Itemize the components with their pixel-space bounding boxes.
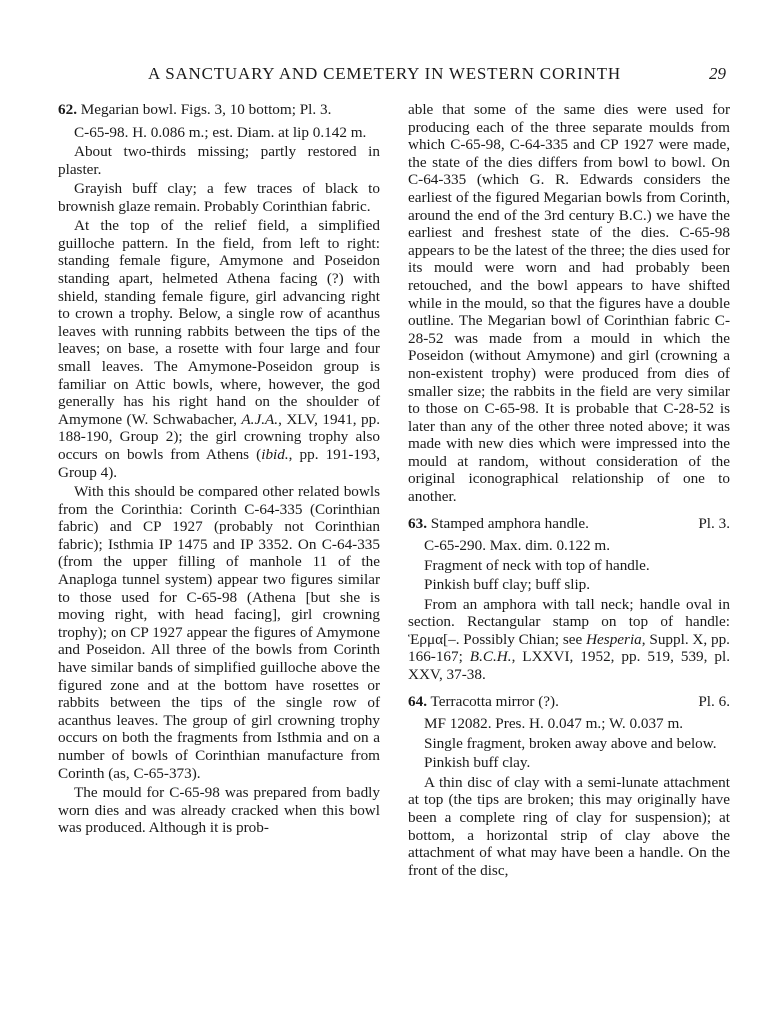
running-header [58,64,726,88]
entry-64-fabric: Pinkish buff clay. [424,754,531,772]
entry-64-heading [408,693,730,711]
entry-63-description: From an amphora with tall neck; handle oval in section. Rectangular stamp on top of handle: Ἑρμα[–. Possibly Chian; see Hesperia, Suppl. X, pp. 166-167; B.C.H., LXXVI, 1952, pp. 519, 539, pl. XXV, 37-38. [408,595,730,684]
entry-63-heading [408,515,730,533]
entry-64-plate: Pl. 6. [698,692,730,710]
page-number: 29 [709,64,726,83]
entry-63-title: Stamped amphora handle. [430,514,589,532]
entry-62-title: Megarian bowl. Figs. 3, 10 bottom; Pl. 3. [80,101,332,118]
entry-64-condition: Single fragment, broken away above and below. [424,734,717,752]
entry-62-inventory: C-65-98. H. 0.086 m.; est. Diam. at lip 0.142 m. [74,123,367,141]
right-column [408,101,730,881]
entry-62-description-3: The mould for C-65-98 was prepared from badly worn dies and was already cracked when this bowl was produced. Although it is prob- [58,784,380,837]
entry-62-condition: About two-thirds missing; partly restored in plaster. [58,143,380,178]
entry-64-title: Terracotta mirror (?). [430,692,559,710]
running-title: A SANCTUARY AND CEMETERY IN WESTERN CORINTH [148,64,621,83]
entry-63-condition: Fragment of neck with top of handle. [424,556,650,574]
entry-62-heading [58,101,380,119]
entry-63-number: 63. [408,514,427,532]
entry-63-fabric: Pinkish buff clay; buff slip. [424,576,591,594]
entry-62-description-1: At the top of the relief field, a simplified guilloche pattern. In the field, from left to right: standing female figure, Amymone and Poseidon standing apart, helmeted Athena facing (?) with shield, standing female figure, girl advancing right to crown a trophy. Below, a single row of acanthus leaves with running rabbits between the tips of the leaves; on base, a rosette with four large and four small leaves. The Amymone-Poseidon group is familiar on Attic bowls, where, however, the god generally has his right hand on the shoulder of Amymone (W. Schwabacher, A.J.A., XLV, 1941, pp. 188-190, Group 2); the girl crowning trophy also occurs on bowls from Athens (ibid., pp. 191-193, Group 4). [58,217,381,481]
entry-64-number: 64. [408,692,427,710]
entry-62-description-3-continued: able that some of the same dies were used for producing each of the three separate moulds from which C-65-98, C-64-335 and CP 1927 were made, the state of the dies differs from bowl to bowl. On C-64-335 (which G. R. Edwards considers the earliest of the figured Megarian bowls from Corinth, around the end of the 3rd century B.C.) we have the earliest and freshest state of the dies. C-65-98 appears to be the latest of the three; the dies used for its mould were worn and had probably been retouched, and the bowl appears to have shifted while in the mould, so that the figures have a double outline. The Megarian bowl of Corinthian fabric C-28-52 was made from a mould in which the Poseidon (without Amymone) and girl (crowning a non-existent trophy) were produced from dies of smaller size; the rabbits in the field are very similar to those on C-65-98. It is probable that C-28-52 is later than any of the other three noted above; it was made with new dies which were impressed into the mould at random, without consideration of the original iconographical relationship of one to another. [408,101,730,506]
stamp-inscription: Ἑρμα[–. [408,630,460,648]
entry-62-number: 62. [58,101,77,118]
entry-63-plate: Pl. 3. [698,514,730,532]
entry-64-description: A thin disc of clay with a semi-lunate attachment at top (the tips are broken; this may originally have been a complete ring of clay for suspension); at bottom, a horizontal strip of clay above the attachment of what may have been a handle. On the front of the disc, [408,773,730,879]
entry-62-description-2: With this should be compared other related bowls from the Corinthia: Corinth C-64-335 (Corinthian fabric) and CP 1927 (probably not Corinthian fabric); Isthmia IP 1475 and IP 3352. On C-64-335 (from the upper filling of manhole 11 of the Anaploga tunnel system) appear two figures similar to those used for C-65-98 (Athena [but she is moving right, with head facing], girl crowning trophy); on CP 1927 appear the figures of Amymone and Poseidon. All three of the bowls from Corinth have similar bands of simplified guilloche above the figured zone and at the bottom have rosettes or rabbits between the tips of the single row of acanthus leaves. The group of girl crowning trophy occurs on both the fragments from Isthmia and on a number of bowls of Corinthian manufacture from Corinth (as, C-65-373). [58,483,380,782]
entry-62-fabric: Grayish buff clay; a few traces of black to brownish glaze remain. Probably Corinthian fabric. [58,180,380,215]
entry-64-inventory: MF 12082. Pres. H. 0.047 m.; W. 0.037 m. [424,715,684,733]
entry-63-inventory: C-65-290. Max. dim. 0.122 m. [424,537,611,555]
left-column [58,101,380,839]
